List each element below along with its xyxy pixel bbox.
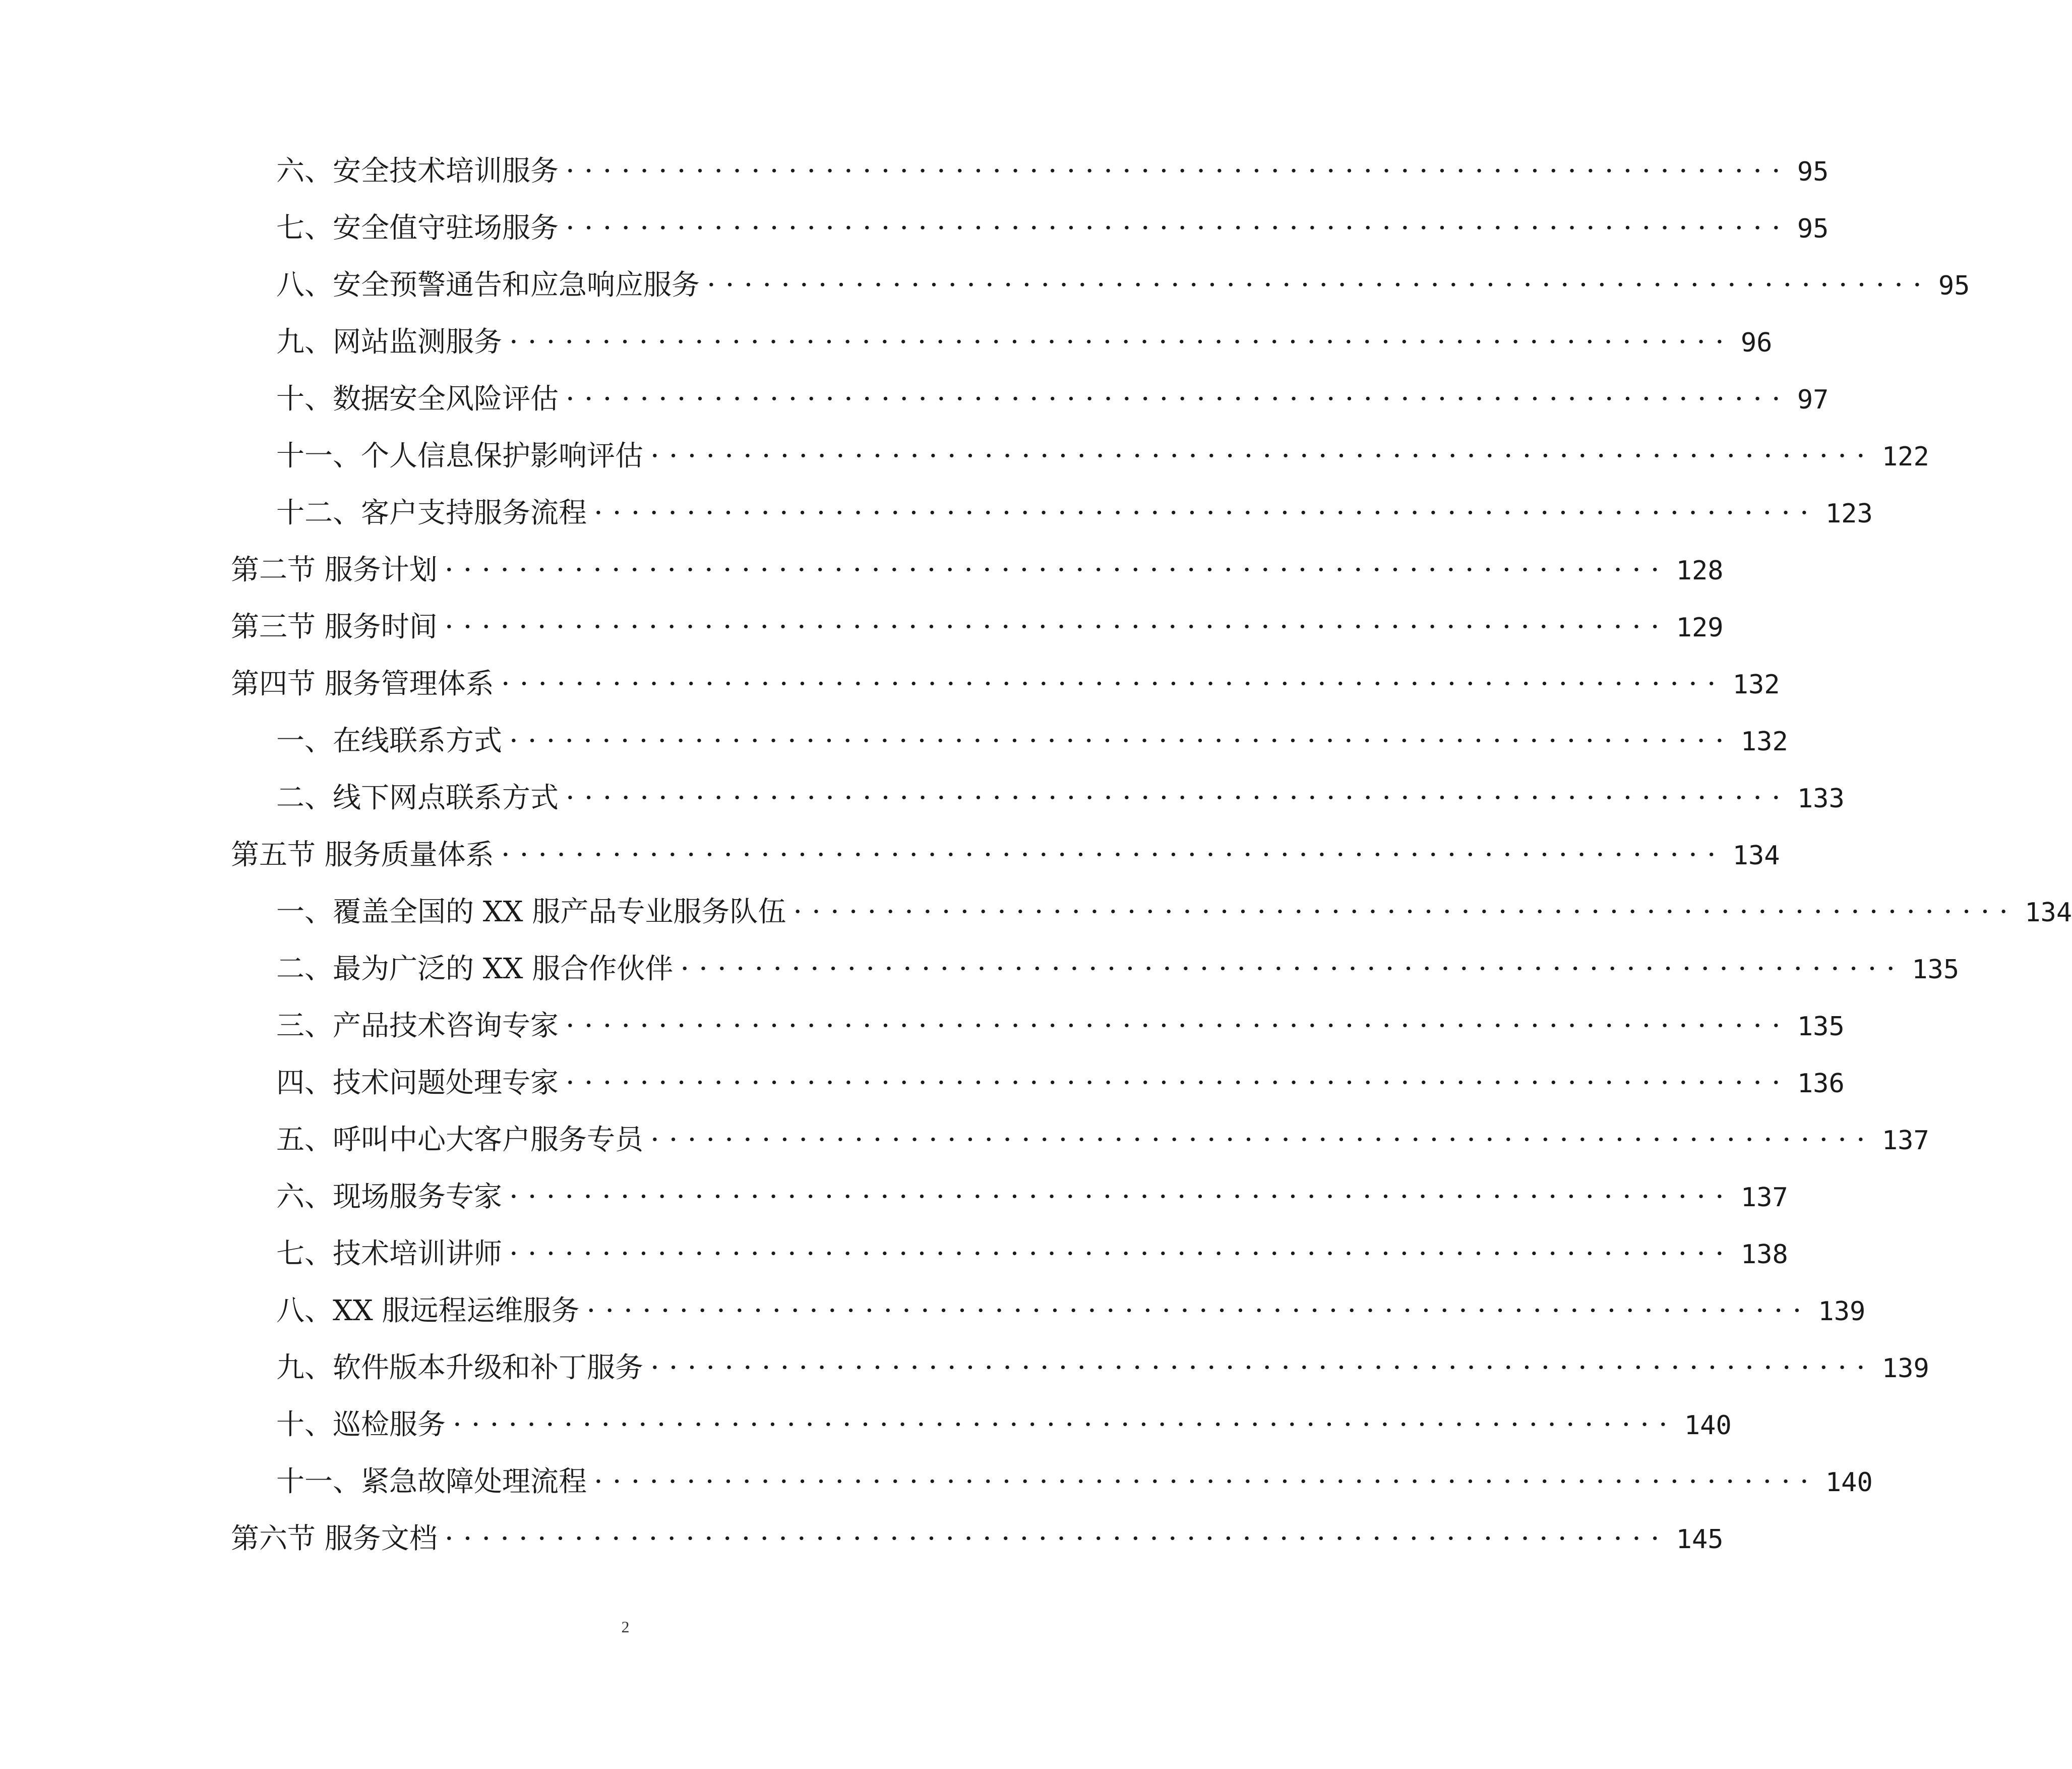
dot-leader: ·································································· <box>501 839 1726 871</box>
toc-entry-page: 97 <box>1797 385 1829 415</box>
toc-entry[interactable] <box>276 322 1773 363</box>
toc-entry-page: 137 <box>1881 1126 1929 1156</box>
toc-entry[interactable] <box>276 892 2072 932</box>
toc-entry-title: 三、产品技术咨询专家 <box>276 1010 559 1042</box>
dot-leader: ·································································· <box>594 1465 1818 1498</box>
toc-entry[interactable] <box>276 436 1929 477</box>
dot-leader: ·································································· <box>680 953 1905 985</box>
toc-entry-page: 95 <box>1797 157 1829 187</box>
toc-entry[interactable] <box>276 1234 1788 1274</box>
toc-entry[interactable] <box>276 1120 1929 1160</box>
toc-entry-page: 138 <box>1740 1240 1788 1270</box>
toc-entry-title: 一、在线联系方式 <box>276 725 502 757</box>
toc-entry-page: 134 <box>2025 898 2072 928</box>
dot-leader: ·································································· <box>566 1067 1790 1099</box>
toc-entry-title: 二、线下网点联系方式 <box>276 782 559 814</box>
toc-entry[interactable] <box>276 493 1873 534</box>
toc-entry-page: 122 <box>1881 442 1929 472</box>
dot-leader: ·································································· <box>453 1408 1677 1441</box>
page-number: 2 <box>621 1618 630 1636</box>
toc-entry-title: 第六节 服务文档 <box>231 1522 438 1555</box>
toc-entry[interactable] <box>276 778 1845 818</box>
toc-entry-page: 139 <box>1881 1353 1929 1384</box>
toc-entry[interactable] <box>276 1177 1788 1217</box>
toc-entry-title: 九、软件版本升级和补丁服务 <box>276 1351 643 1384</box>
toc-entry-page: 132 <box>1732 670 1780 700</box>
dot-leader: ·································································· <box>501 668 1726 700</box>
toc-entry-title: 十、巡检服务 <box>276 1408 446 1441</box>
dot-leader: ·································································· <box>650 1351 1875 1384</box>
toc-entry[interactable] <box>276 265 1970 306</box>
toc-entry-page: 145 <box>1676 1524 1724 1555</box>
toc-entry[interactable] <box>231 664 1780 704</box>
toc-entry-title: 第四节 服务管理体系 <box>231 668 494 700</box>
dot-leader: ·································································· <box>444 1522 1669 1555</box>
toc-entry-title: 十、数据安全风险评估 <box>276 383 559 416</box>
dot-leader: ·································································· <box>566 212 1790 245</box>
toc-entry-page: 123 <box>1825 499 1873 529</box>
toc-entry[interactable] <box>276 1405 1732 1445</box>
dot-leader: ·································································· <box>444 611 1669 643</box>
toc-entry[interactable] <box>231 607 1724 647</box>
dot-leader: ·································································· <box>650 1124 1875 1156</box>
toc-entry-page: 128 <box>1676 556 1724 586</box>
dot-leader: ·································································· <box>509 725 1734 757</box>
toc-entry-title: 第三节 服务时间 <box>231 611 438 643</box>
toc-entry[interactable] <box>231 1519 1724 1559</box>
dot-leader: ·································································· <box>444 554 1669 586</box>
dot-leader: ·································································· <box>509 1181 1734 1213</box>
dot-leader: ·································································· <box>586 1294 1811 1327</box>
toc-entry-page: 135 <box>1797 1012 1845 1042</box>
toc-entry[interactable] <box>276 151 1829 192</box>
toc-entry-page: 140 <box>1825 1467 1873 1498</box>
toc-entry-title: 第五节 服务质量体系 <box>231 839 494 871</box>
toc-entry[interactable] <box>276 1063 1845 1103</box>
toc-entry-page: 137 <box>1740 1183 1788 1213</box>
toc-entry-title: 九、网站监测服务 <box>276 326 502 359</box>
toc-entry[interactable] <box>276 949 1960 989</box>
toc-entry-page: 139 <box>1818 1296 1866 1327</box>
dot-leader: ·································································· <box>793 896 2018 928</box>
toc-entry-page: 132 <box>1740 727 1788 757</box>
toc-entry-title: 八、XX 服远程运维服务 <box>276 1294 580 1327</box>
toc-entry[interactable] <box>276 1291 1866 1331</box>
toc-entry[interactable] <box>231 550 1724 591</box>
dot-leader: ·································································· <box>566 155 1790 188</box>
toc-entry-title: 七、安全值守驻场服务 <box>276 212 559 245</box>
toc-entry-page: 136 <box>1797 1069 1845 1099</box>
dot-leader: ·································································· <box>707 269 1931 302</box>
toc-entry-page: 95 <box>1938 271 1970 301</box>
toc-entry-title: 四、技术问题处理专家 <box>276 1067 559 1099</box>
toc-entry[interactable] <box>231 835 1780 875</box>
toc-entry-title: 第二节 服务计划 <box>231 554 438 586</box>
toc-entry[interactable] <box>276 1348 1929 1388</box>
toc-entry[interactable] <box>276 1006 1845 1046</box>
toc-entry-title: 十二、客户支持服务流程 <box>276 497 587 529</box>
dot-leader: ·································································· <box>566 782 1790 814</box>
toc-entry-title: 六、安全技术培训服务 <box>276 155 559 188</box>
toc-entry[interactable] <box>276 208 1829 249</box>
toc-entry-title: 一、覆盖全国的 XX 服产品专业服务队伍 <box>276 896 786 928</box>
dot-leader: ·································································· <box>566 1010 1790 1042</box>
toc-entry-page: 135 <box>1912 955 1960 985</box>
toc-entry-title: 五、呼叫中心大客户服务专员 <box>276 1124 643 1156</box>
toc-entry-title: 十一、紧急故障处理流程 <box>276 1465 587 1498</box>
toc-entry-title: 八、安全预警通告和应急响应服务 <box>276 269 700 302</box>
toc-entry-page: 140 <box>1684 1410 1732 1441</box>
toc-entry-title: 七、技术培训讲师 <box>276 1237 502 1270</box>
toc-entry-title: 十一、个人信息保护影响评估 <box>276 440 643 473</box>
toc-entry[interactable] <box>276 379 1829 420</box>
dot-leader: ·································································· <box>509 326 1734 359</box>
dot-leader: ·································································· <box>509 1237 1734 1270</box>
toc-entry[interactable] <box>276 1462 1873 1502</box>
toc-entry-title: 二、最为广泛的 XX 服合作伙伴 <box>276 953 674 985</box>
toc-entry-page: 95 <box>1797 214 1829 244</box>
toc-entry-page: 134 <box>1732 841 1780 871</box>
toc-entry-page: 96 <box>1740 328 1773 358</box>
toc-entry-title: 六、现场服务专家 <box>276 1181 502 1213</box>
dot-leader: ·································································· <box>650 440 1875 473</box>
toc-entry[interactable] <box>276 721 1788 761</box>
dot-leader: ·································································· <box>566 383 1790 416</box>
toc-entry-page: 129 <box>1676 613 1724 643</box>
toc-entry-page: 133 <box>1797 784 1845 814</box>
dot-leader: ·································································· <box>594 497 1818 529</box>
